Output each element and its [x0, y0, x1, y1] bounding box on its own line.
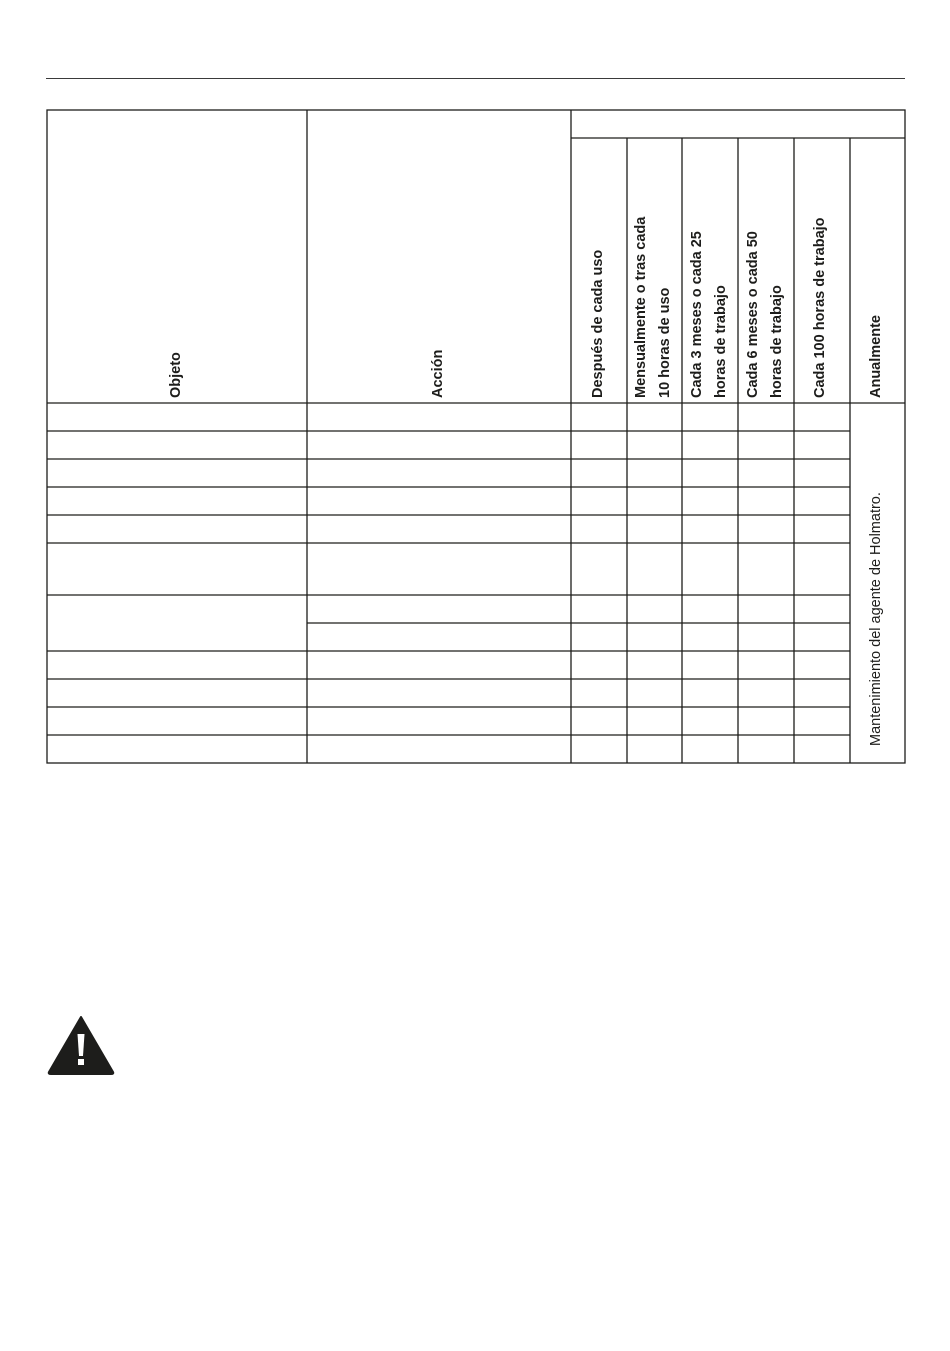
header-mensualmente: Mensualmente o tras cada 10 horas de uso — [633, 216, 673, 398]
header-cada-3-meses: Cada 3 meses o cada 25 horas de trabajo — [689, 231, 729, 398]
header-despues-de-cada-uso: Después de cada uso — [590, 249, 606, 398]
header-anualmente: Anualmente — [868, 315, 884, 398]
warning-triangle-icon — [47, 1014, 115, 1076]
header-accion: Acción — [430, 349, 446, 398]
annual-maintenance-note: Mantenimiento del agente de Holmatro. — [868, 492, 884, 746]
header-objeto: Objeto — [168, 352, 184, 398]
header-cada-6-meses: Cada 6 meses o cada 50 horas de trabajo — [745, 231, 785, 398]
header-cada-100-horas: Cada 100 horas de trabajo — [812, 217, 828, 398]
table-grid — [47, 110, 905, 763]
